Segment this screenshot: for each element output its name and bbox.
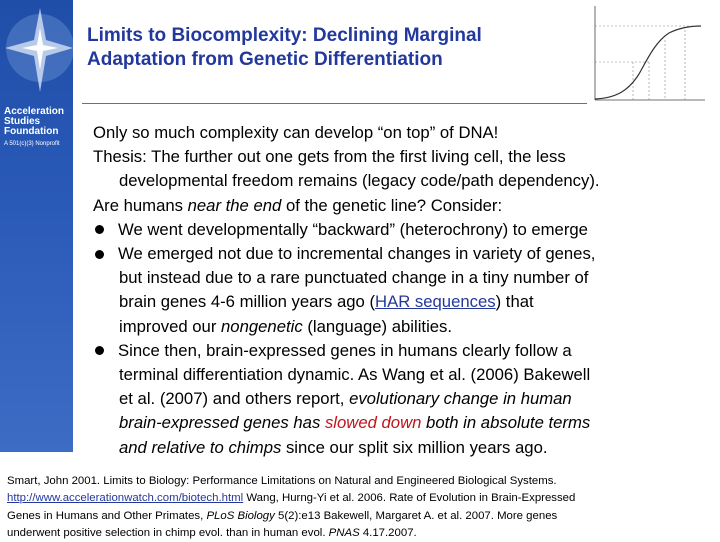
bullet-icon (95, 250, 104, 259)
title-line-2: Adaptation from Genetic Differentiation (87, 49, 443, 70)
bullet-continuation (93, 315, 718, 339)
text-span: underwent positive selection in chimp evol. than in human evol. (7, 526, 329, 539)
body-line: developmental freedom remains (legacy code/path dependency). (119, 171, 600, 191)
bullet-text: Since then, brain-expressed genes in humans clearly follow a (118, 340, 572, 360)
highlight-text: slowed down (324, 413, 422, 433)
emphasis-text: nongenetic (221, 316, 303, 336)
reference-line (7, 490, 717, 507)
emphasis-text: brain-expressed genes has (119, 413, 325, 433)
text-span: 4.17.2007. (359, 526, 417, 539)
bullet-continuation: but instead due to a rare punctuated change in a tiny number of (119, 268, 589, 288)
reference-line (7, 525, 717, 542)
text-span: Genes in Humans and Other Primates, (7, 509, 207, 522)
emphasis-text: near the end (187, 195, 282, 215)
text-span: et al. (2007) and others report, (119, 389, 350, 409)
star-logo-icon (0, 0, 73, 100)
body-line: Thesis: The further out one gets from the first living cell, the less (93, 147, 566, 167)
text-span: since our split six million years ago. (281, 437, 548, 457)
text-span: improved our (119, 316, 222, 336)
text-span: of the genetic line? Consider: (281, 195, 503, 215)
body-line (93, 194, 718, 218)
slide-title (87, 24, 587, 72)
sidebar-panel (0, 0, 73, 452)
body-line: Only so much complexity can develop “on top” of DNA! (93, 123, 499, 142)
har-sequences-link[interactable]: HAR sequences (375, 292, 496, 312)
journal-name: PLoS Biology (206, 509, 275, 522)
journal-name: PNAS (328, 526, 360, 539)
title-divider (82, 103, 587, 104)
bullet-icon (95, 346, 104, 355)
bullet-item (93, 218, 718, 242)
org-name (4, 107, 73, 137)
org-subtitle: A 501(c)(3) Nonprofit (4, 141, 60, 147)
bullet-item (93, 339, 718, 363)
bullet-continuation (93, 387, 718, 411)
bullet-text: We emerged not due to incremental changes in variety of genes, (118, 244, 596, 264)
text-span: ) that (495, 292, 534, 312)
org-name-line: Acceleration (4, 106, 65, 117)
emphasis-text: evolutionary change in human (349, 389, 572, 409)
reference-link[interactable]: http://www.accelerationwatch.com/biotech.html (7, 492, 244, 505)
bullet-continuation (93, 290, 718, 314)
reference-line: Smart, John 2001. Limits to Biology: Performance Limitations on Natural and Engineered Biological Systems. (7, 475, 557, 487)
bullet-item (93, 242, 718, 266)
text-span: (language) abilities. (302, 316, 453, 336)
text-span: 5(2):e13 Bakewell, Margaret A. et al. 2007. More genes (274, 509, 558, 522)
text-span: Wang, Hurng-Yi et al. 2006. Rate of Evolution in Brain-Expressed (243, 492, 576, 505)
references (7, 473, 717, 542)
bullet-continuation (93, 411, 718, 435)
title-line-1: Limits to Biocomplexity: Declining Marginal (87, 25, 482, 46)
reference-line (7, 508, 717, 525)
bullet-continuation (93, 436, 718, 460)
bullet-icon (95, 225, 104, 234)
bullet-text: We went developmentally “backward” (heterochrony) to emerge (118, 219, 588, 239)
slide-body (93, 121, 718, 460)
text-span: brain genes 4-6 million years ago ( (119, 292, 376, 312)
org-name-line: Foundation (4, 126, 59, 137)
text-span: Are humans (93, 195, 188, 215)
emphasis-text: and relative to chimps (119, 437, 282, 457)
bullet-continuation: terminal differentiation dynamic. As Wang et al. (2006) Bakewell (119, 365, 591, 385)
sigmoid-curve-graphic (587, 0, 720, 108)
emphasis-text: both in absolute terms (421, 413, 591, 433)
org-name-line: Studies (4, 116, 41, 127)
